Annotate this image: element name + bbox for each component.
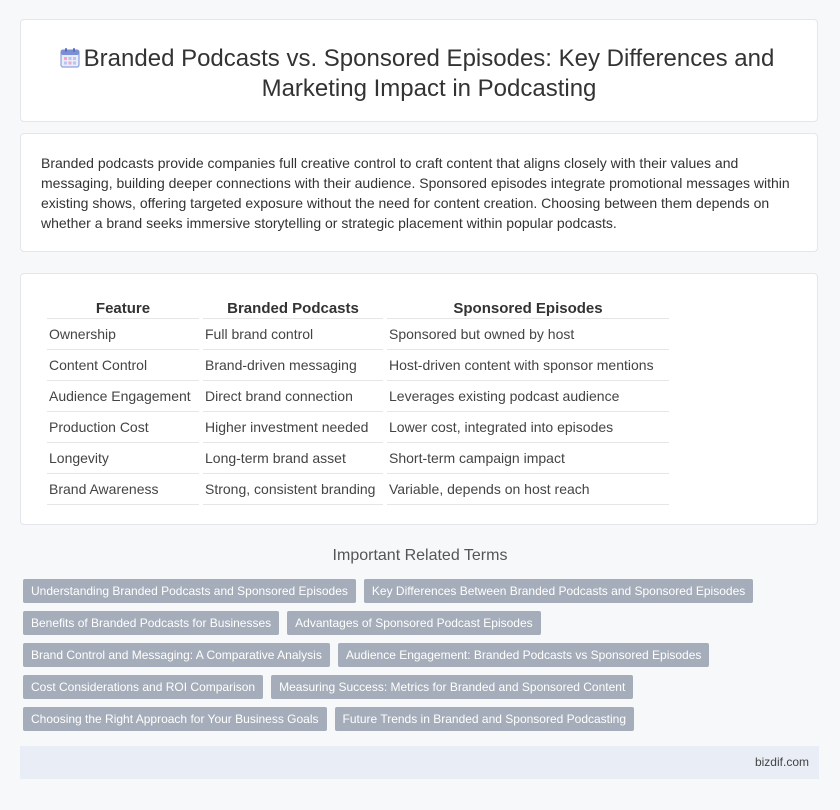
table-cell: Host-driven content with sponsor mentions [387, 350, 669, 381]
page-title: Branded Podcasts vs. Sponsored Episodes: Key Differences and Marketing Impact in Podcasting [83, 45, 775, 102]
table-row [47, 443, 669, 474]
table-cell: Sponsored but owned by host [387, 319, 669, 350]
header-branded-podcasts: Branded Podcasts [203, 296, 383, 319]
table-row [47, 412, 669, 443]
intro-paragraph: Branded podcasts provide companies full creative control to craft content that aligns closely with their values and messaging, building deeper connections with their audience. Sponsored episodes integrate promotional messages within existing shows, offering targeted exposure without the need for content creation. Choosing between them depends on whether a brand seeks immersive storytelling or strategic placement within popular podcasts. [41, 155, 790, 231]
table-cell: Long-term brand asset [203, 443, 383, 474]
table-cell: Variable, depends on host reach [387, 474, 669, 505]
footer-site-link[interactable]: bizdif.com [754, 755, 809, 769]
related-term-link[interactable]: Measuring Success: Metrics for Branded and Sponsored Content [271, 675, 633, 699]
table-cell: Content Control [47, 350, 199, 381]
table-cell: Brand-driven messaging [203, 350, 383, 381]
table-cell: Brand Awareness [47, 474, 199, 505]
table-cell: Production Cost [47, 412, 199, 443]
table-header-row [47, 296, 669, 319]
table-cell: Full brand control [203, 319, 383, 350]
table-cell: Higher investment needed [203, 412, 383, 443]
table-cell: Ownership [47, 319, 199, 350]
title-card [20, 19, 818, 122]
header-feature: Feature [47, 296, 199, 319]
related-term-link[interactable]: Future Trends in Branded and Sponsored Podcasting [335, 707, 635, 731]
related-terms-heading: Important Related Terms [332, 547, 508, 564]
related-term-link[interactable]: Key Differences Between Branded Podcasts and Sponsored Episodes [364, 579, 753, 603]
table-cell: Audience Engagement [47, 381, 199, 412]
related-term-link[interactable]: Advantages of Sponsored Podcast Episodes [287, 611, 541, 635]
comparison-table [43, 296, 673, 505]
table-cell: Direct brand connection [203, 381, 383, 412]
related-term-link[interactable]: Cost Considerations and ROI Comparison [23, 675, 263, 699]
table-cell: Lower cost, integrated into episodes [387, 412, 669, 443]
related-term-link[interactable]: Audience Engagement: Branded Podcasts vs Sponsored Episodes [338, 643, 710, 667]
table-cell: Strong, consistent branding [203, 474, 383, 505]
footer [20, 746, 819, 779]
header-sponsored-episodes: Sponsored Episodes [387, 296, 669, 319]
related-term-link[interactable]: Benefits of Branded Podcasts for Businesses [23, 611, 279, 635]
related-term-link[interactable]: Understanding Branded Podcasts and Sponsored Episodes [23, 579, 356, 603]
table-row [47, 350, 669, 381]
table-row [47, 319, 669, 350]
intro-card [20, 133, 818, 252]
related-term-link[interactable]: Choosing the Right Approach for Your Business Goals [23, 707, 327, 731]
related-term-link[interactable]: Brand Control and Messaging: A Comparative Analysis [23, 643, 330, 667]
table-cell: Longevity [47, 443, 199, 474]
table-cell: Leverages existing podcast audience [387, 381, 669, 412]
comparison-table-card [20, 273, 818, 525]
related-terms-list [23, 579, 783, 739]
table-row [47, 381, 669, 412]
table-cell: Short-term campaign impact [387, 443, 669, 474]
table-row [47, 474, 669, 505]
